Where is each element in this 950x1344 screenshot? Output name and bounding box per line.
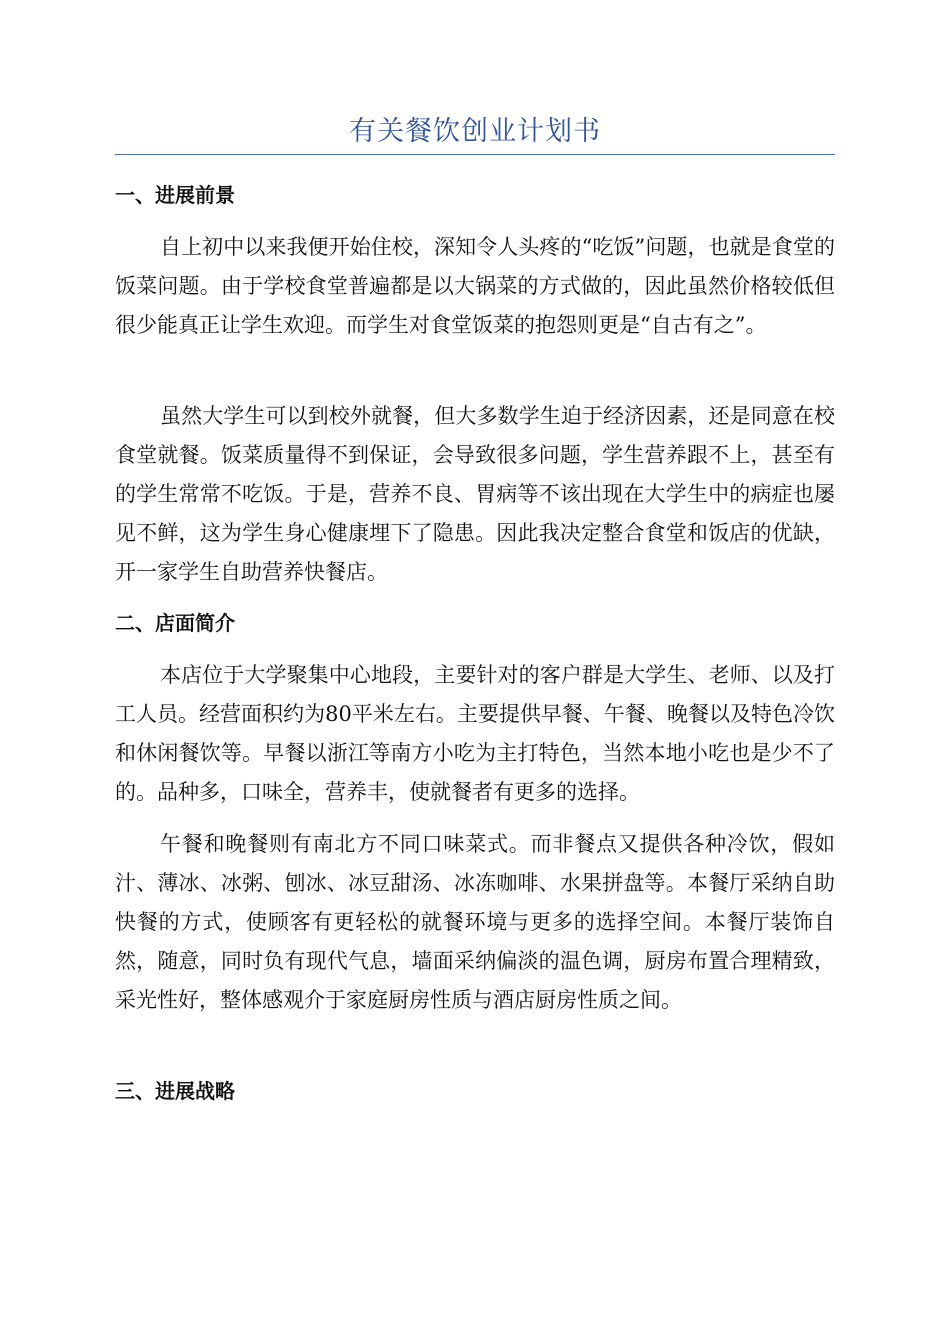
paragraph-store-intro-2: 午餐和晚餐则有南北方不同口味菜式。而非餐点又提供各种冷饮，假如汁、薄冰、冰粥、刨冰、冰豆甜汤、冰冻咖啡、水果拼盘等。本餐厅采纳自助快餐的方式，使顾客有更轻松的就餐环境与更多的选择空间。本餐厅装饰自然，随意，同时负有现代气息，墙面采纳偏淡的温色调，厨房布置合理精致，采光性好，整体感观介于家庭厨房性质与酒店厨房性质之间。 bbox=[115, 832, 835, 1012]
section-heading-store-intro: 二、店面简介 bbox=[115, 611, 235, 635]
section-heading-background: 一、进展前景 bbox=[115, 183, 235, 207]
paragraph-background-2: 虽然大学生可以到校外就餐，但大多数学生迫于经济因素，还是同意在校食堂就餐。饭菜质量得不到保证，会导致很多问题，学生营养跟不上，甚至有的学生常常不吃饭。于是，营养不良、胃病等不该出现在大学生中的病症也屡见不鲜，这为学生身心健康埋下了隐患。因此我决定整合食堂和饭店的优缺，开一家学生自助营养快餐店。 bbox=[115, 404, 835, 584]
title-underline bbox=[115, 154, 835, 155]
paragraph-background-1: 自上初中以来我便开始住校，深知令人头疼的“吃饭”问题，也就是食堂的饭菜问题。由于学校食堂普遍都是以大锅菜的方式做的，因此虽然价格较低但很少能真正让学生欢迎。而学生对食堂饭菜的抱怨则更是“自古有之”。 bbox=[115, 235, 835, 337]
document-title: 有关餐饮创业计划书 bbox=[349, 116, 601, 147]
paragraph-store-intro-1: 本店位于大学聚集中心地段，主要针对的客户群是大学生、老师、以及打工人员。经营面积约为80平米左右。主要提供早餐、午餐、晚餐以及特色冷饮和休闲餐饮等。早餐以浙江等南方小吃为主打特色，当然本地小吃也是少不了的。品种多，口味全，营养丰，使就餐者有更多的选择。 bbox=[115, 663, 835, 804]
section-heading-strategy: 三、进展战略 bbox=[115, 1079, 235, 1103]
